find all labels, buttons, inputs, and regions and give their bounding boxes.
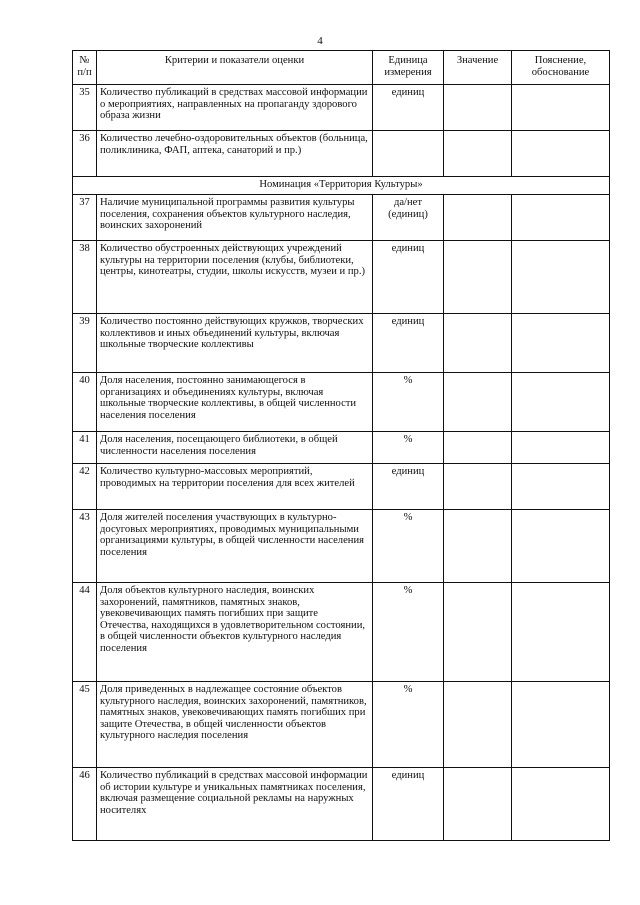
row-value-cell [444,464,512,510]
header-criteria: Критерии и показатели оценки [97,51,373,85]
header-explanation: Пояснение, обоснование [512,51,610,85]
row-explanation-cell [512,768,610,841]
row-unit: единиц [373,314,444,373]
table-row [73,768,610,841]
row-criteria: Количество публикаций в средствах массовой информации об истории культуре и уникальных памятниках поселения, включая размещение социальной рекламы на наружных носителях [97,768,373,841]
row-explanation-cell [512,241,610,314]
header-unit: Единица измерения [373,51,444,85]
row-criteria: Количество культурно-массовых мероприятий, проводимых на территории поселения для всех жителей [97,464,373,510]
row-unit: % [373,510,444,583]
row-num: 46 [73,768,97,841]
row-num: 45 [73,682,97,768]
table-row [73,373,610,432]
row-num: 39 [73,314,97,373]
row-value-cell [444,195,512,241]
row-criteria: Количество постоянно действующих кружков, творческих коллективов и иных объединений культуры, включая школьные творческие коллективы [97,314,373,373]
row-unit: единиц [373,464,444,510]
table-row [73,314,610,373]
section-row [73,177,610,195]
row-criteria: Доля жителей поселения участвующих в культурно-досуговых мероприятиях, проводимых муниципальными организациями культуры, в общей численности населения поселения [97,510,373,583]
row-unit [373,131,444,177]
table-row [73,510,610,583]
table-row [73,195,610,241]
row-criteria: Количество публикаций в средствах массовой информации о мероприятиях, направленных на пропаганду здорового образа жизни [97,85,373,131]
row-num: 42 [73,464,97,510]
header-value: Значение [444,51,512,85]
row-value-cell [444,432,512,464]
table-header-row [73,51,610,85]
table-row [73,241,610,314]
row-criteria: Доля населения, постоянно занимающегося в организациях и объединениях культуры, включая школьные творческие коллективы, в общей численности населения поселения [97,373,373,432]
row-criteria: Количество обустроенных действующих учреждений культуры на территории поселения (клубы, библиотеки, центры, кинотеатры, студии, школы искусств, музеи и пр.) [97,241,373,314]
row-num: 36 [73,131,97,177]
row-explanation-cell [512,131,610,177]
row-unit: % [373,373,444,432]
row-explanation-cell [512,583,610,682]
row-value-cell [444,131,512,177]
row-unit: единиц [373,768,444,841]
row-value-cell [444,510,512,583]
row-num: 41 [73,432,97,464]
table-row [73,464,610,510]
row-num: 37 [73,195,97,241]
row-num: 35 [73,85,97,131]
row-explanation-cell [512,373,610,432]
table-row [73,583,610,682]
row-unit: да/нет (единиц) [373,195,444,241]
row-num: 43 [73,510,97,583]
row-value-cell [444,241,512,314]
table-row [73,432,610,464]
row-value-cell [444,768,512,841]
row-criteria: Доля объектов культурного наследия, воинских захоронений, памятников, памятных знаков, увековечивающих память погибших при защите Отечества, находящихся в удовлетворительном состоянии, в общей численности объектов культурного наследия поселения [97,583,373,682]
row-value-cell [444,583,512,682]
row-num: 44 [73,583,97,682]
row-value-cell [444,314,512,373]
row-explanation-cell [512,682,610,768]
header-num: № п/п [73,51,97,85]
row-explanation-cell [512,510,610,583]
row-explanation-cell [512,464,610,510]
row-value-cell [444,682,512,768]
table-row [73,682,610,768]
row-criteria: Количество лечебно-оздоровительных объектов (больница, поликлиника, ФАП, аптека, санаторий и пр.) [97,131,373,177]
row-value-cell [444,85,512,131]
table-row [73,85,610,131]
row-unit: % [373,583,444,682]
row-explanation-cell [512,432,610,464]
row-explanation-cell [512,195,610,241]
section-title: Номинация «Территория Культуры» [73,177,610,195]
row-unit: % [373,682,444,768]
row-unit: единиц [373,241,444,314]
row-criteria: Наличие муниципальной программы развития культуры поселения, сохранения объектов культурного наследия, воинских захоронений [97,195,373,241]
row-unit: % [373,432,444,464]
row-num: 38 [73,241,97,314]
table-row [73,131,610,177]
criteria-table [72,50,610,841]
row-criteria: Доля приведенных в надлежащее состояние объектов культурного наследия, воинских захоронений, памятников, памятных знаков, увековечивающих память погибших при защите Отечества, в общей численности объектов культурного наследия поселения [97,682,373,768]
row-unit: единиц [373,85,444,131]
row-explanation-cell [512,314,610,373]
row-num: 40 [73,373,97,432]
row-value-cell [444,373,512,432]
row-explanation-cell [512,85,610,131]
page-number: 4 [317,35,323,47]
row-criteria: Доля населения, посещающего библиотеки, в общей численности населения поселения [97,432,373,464]
